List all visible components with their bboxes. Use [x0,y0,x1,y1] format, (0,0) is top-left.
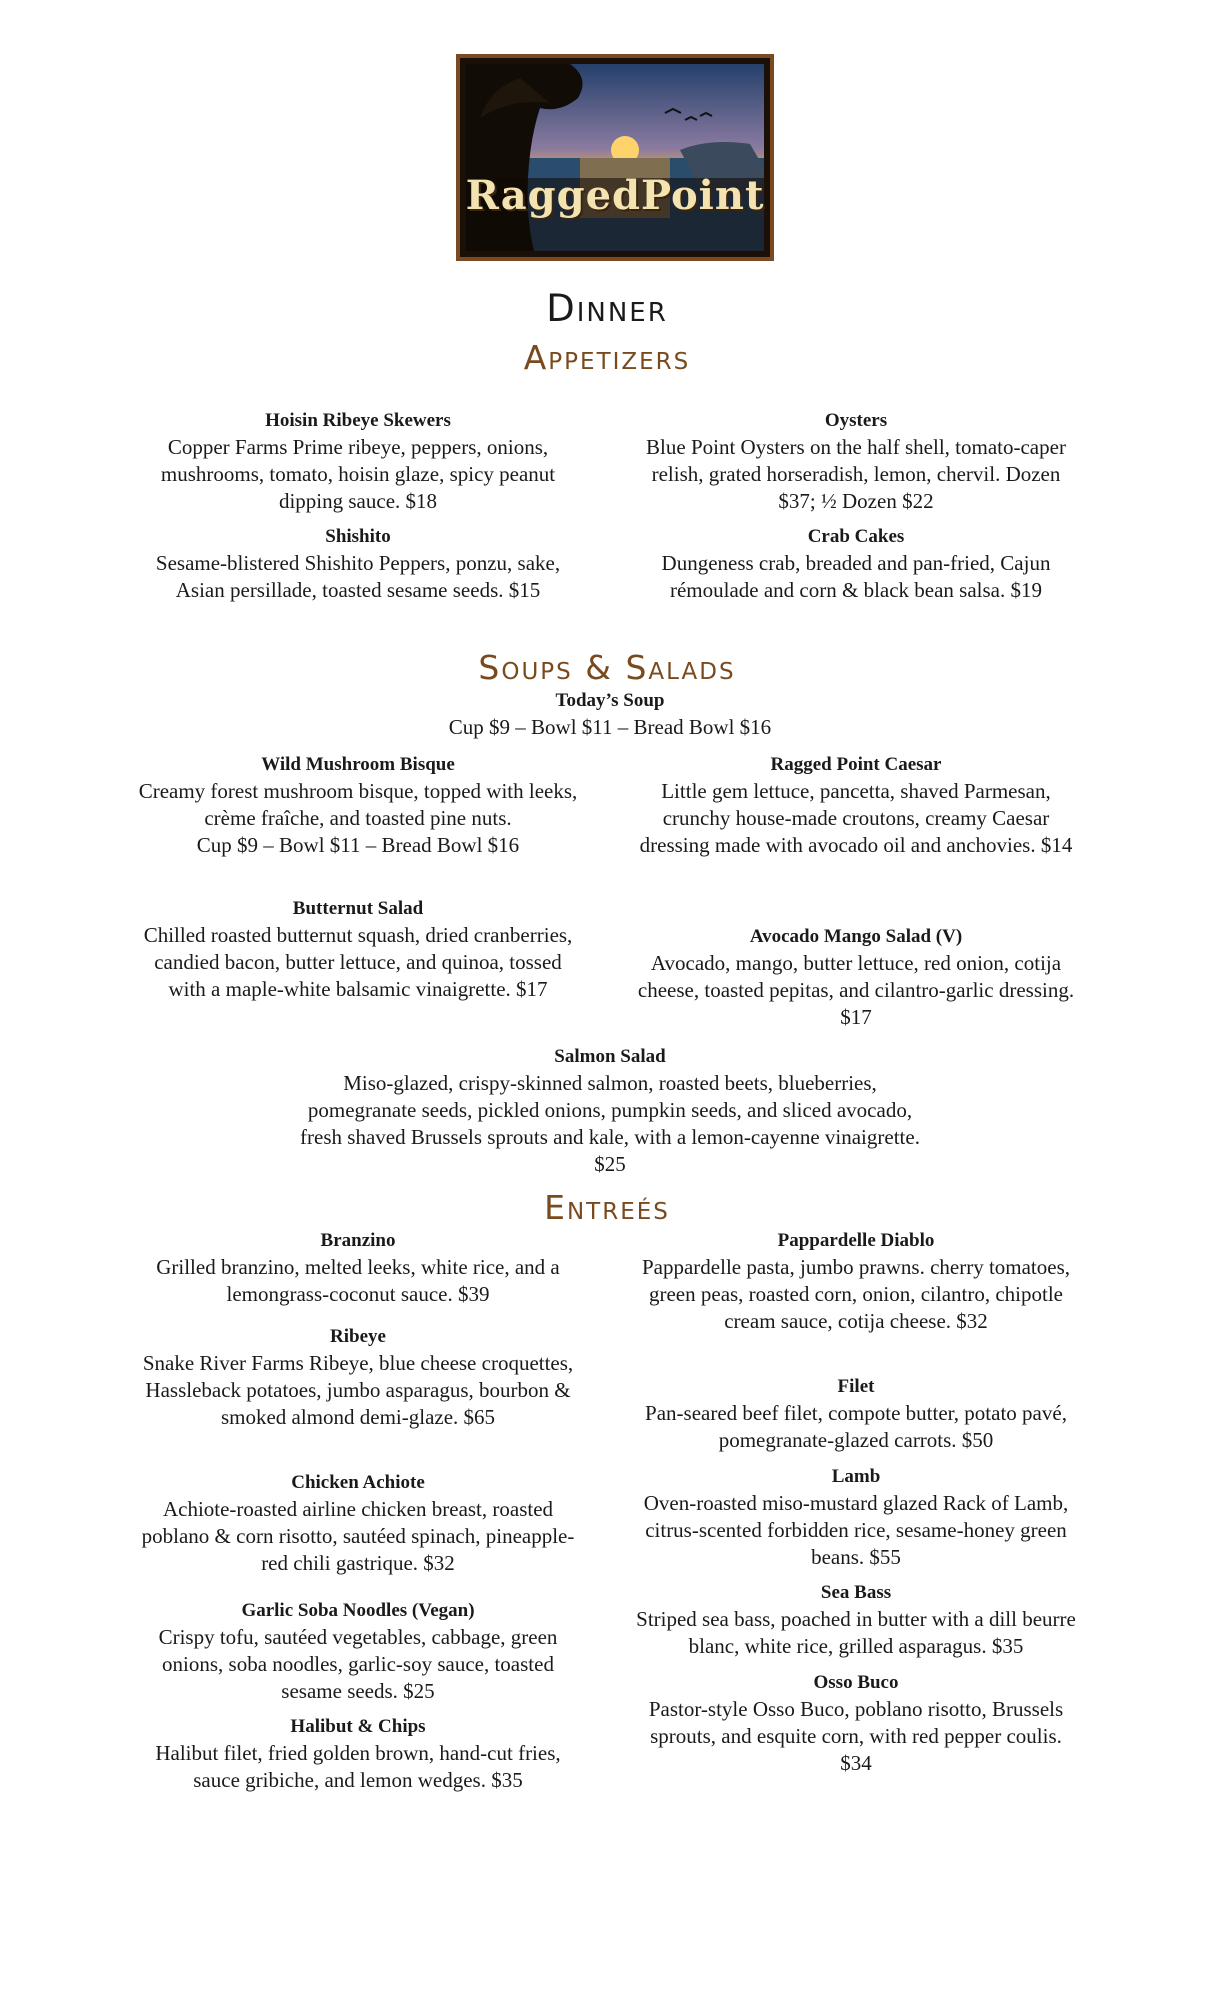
item-description: Halibut filet, fried golden brown, hand-cut fries, sauce gribiche, and lemon wedges. $35 [155,1741,561,1792]
item-description: Creamy forest mushroom bisque, topped with leeks, crème fraîche, and toasted pine nuts. [138,779,578,830]
ragged-point-logo [456,54,774,261]
item-description: Snake River Farms Ribeye, blue cheese croquettes, Hassleback potatoes, jumbo asparagus, bourbon & smoked almond demi-glaze. $65 [142,1351,574,1429]
sunset-logo-icon [460,58,770,257]
item-description: Achiote-roasted airline chicken breast, roasted poblano & corn risotto, sautéed spinach, pineapple-red chili gastrique. $32 [141,1497,575,1575]
menu-item [292,688,928,741]
item-description: Grilled branzino, melted leeks, white rice, and a lemongrass-coconut sauce. $39 [156,1255,560,1306]
item-description: Cup $9 – Bowl $11 – Bread Bowl $16 [448,715,772,739]
menu-item [138,1228,578,1308]
menu-item [636,1464,1076,1571]
item-name: Garlic Soba Noodles (Vegan) [241,1600,475,1621]
item-name: Hoisin Ribeye Skewers [265,410,451,431]
menu-item [636,1374,1076,1454]
item-name: Salmon Salad [554,1046,666,1067]
item-name: Sea Bass [820,1582,892,1603]
menu-item [138,1714,578,1794]
item-description: Chilled roasted butternut squash, dried cranberries, candied bacon, butter lettuce, and quinoa, tossed with a maple-white balsamic vinaigrette. $17 [143,923,573,1001]
item-name: Crab Cakes [807,526,905,547]
menu-item [138,1598,578,1705]
item-name: Shishito [325,526,391,547]
item-description: Dungeness crab, breaded and pan-fried, Cajun rémoulade and corn & black bean salsa. $19 [661,551,1051,602]
appetizers-heading: Appetizers [523,338,691,377]
item-name: Oysters [824,410,888,431]
item-description: Avocado, mango, butter lettuce, red onion, cotija cheese, toasted pepitas, and cilantro-garlic dressing. $17 [637,951,1075,1029]
menu-item [636,752,1076,859]
menu-item [138,752,578,859]
item-name: Lamb [831,1466,881,1487]
item-description: Sesame-blistered Shishito Peppers, ponzu, sake, Asian persillade, toasted sesame seeds. $15 [155,551,561,602]
item-description: Pappardelle pasta, jumbo prawns. cherry tomatoes, green peas, roasted corn, onion, cilantro, chipotle cream sauce, cotija cheese. $32 [641,1255,1071,1333]
item-name: Today’s Soup [555,690,665,711]
item-description: Oven-roasted miso-mustard glazed Rack of Lamb, citrus-scented forbidden rice, sesame-honey green beans. $55 [643,1491,1069,1569]
menu-item [138,1470,578,1577]
item-description: Little gem lettuce, pancetta, shaved Parmesan, crunchy house-made croutons, creamy Caesar dressing made with avocado oil and anchovies. $14 [639,779,1073,857]
item-name: Osso Buco [813,1672,899,1693]
menu-item [636,1580,1076,1660]
logo-text: RaggedPoint [465,172,765,219]
menu-item [292,1044,928,1178]
item-name: Chicken Achiote [291,1472,425,1493]
item-name: Pappardelle Diablo [777,1230,935,1251]
page-title: Dinner [546,287,668,330]
item-name: Ribeye [330,1326,386,1347]
item-description: Blue Point Oysters on the half shell, tomato-caper relish, grated horseradish, lemon, chervil. Dozen $37; ½ Dozen $22 [646,435,1066,513]
menu-item [636,924,1076,1031]
item-name: Avocado Mango Salad (V) [749,926,963,947]
item-name: Branzino [320,1230,396,1251]
menu-item [138,408,578,515]
menu-item [138,524,578,604]
menu-item [138,1324,578,1431]
entrees-heading: Entreés [544,1188,670,1227]
item-name: Butternut Salad [292,898,424,919]
item-description: Pastor-style Osso Buco, poblano risotto, Brussels sprouts, and esquite corn, with red pepper coulis. $34 [648,1697,1064,1775]
item-description: Pan-seared beef filet, compote butter, potato pavé, pomegranate-glazed carrots. $50 [645,1401,1067,1452]
item-description: Miso-glazed, crispy-skinned salmon, roasted beets, blueberries, pomegranate seeds, pickled onions, pumpkin seeds, and sliced avocado, fresh shaved Brussels sprouts and kale, with a lemon-cayenne vinaigrette. $25 [300,1071,920,1176]
item-name: Halibut & Chips [290,1716,426,1737]
menu-item [636,1228,1076,1335]
menu-item [636,408,1076,515]
item-name: Ragged Point Caesar [770,754,942,775]
item-price: Cup $9 – Bowl $11 – Bread Bowl $16 [196,833,520,857]
item-description: Striped sea bass, poached in butter with a dill beurre blanc, white rice, grilled asparagus. $35 [636,1607,1076,1658]
item-description: Crispy tofu, sautéed vegetables, cabbage, green onions, soba noodles, garlic-soy sauce, toasted sesame seeds. $25 [158,1625,558,1703]
menu-item [138,896,578,1003]
menu-item [636,1670,1076,1777]
menu-item [636,524,1076,604]
item-description: Copper Farms Prime ribeye, peppers, onions, mushrooms, tomato, hoisin glaze, spicy peanut dipping sauce. $18 [160,435,556,513]
item-name: Wild Mushroom Bisque [261,754,455,775]
soups-salads-heading: Soups & Salads [478,648,736,687]
item-name: Filet [837,1376,875,1397]
